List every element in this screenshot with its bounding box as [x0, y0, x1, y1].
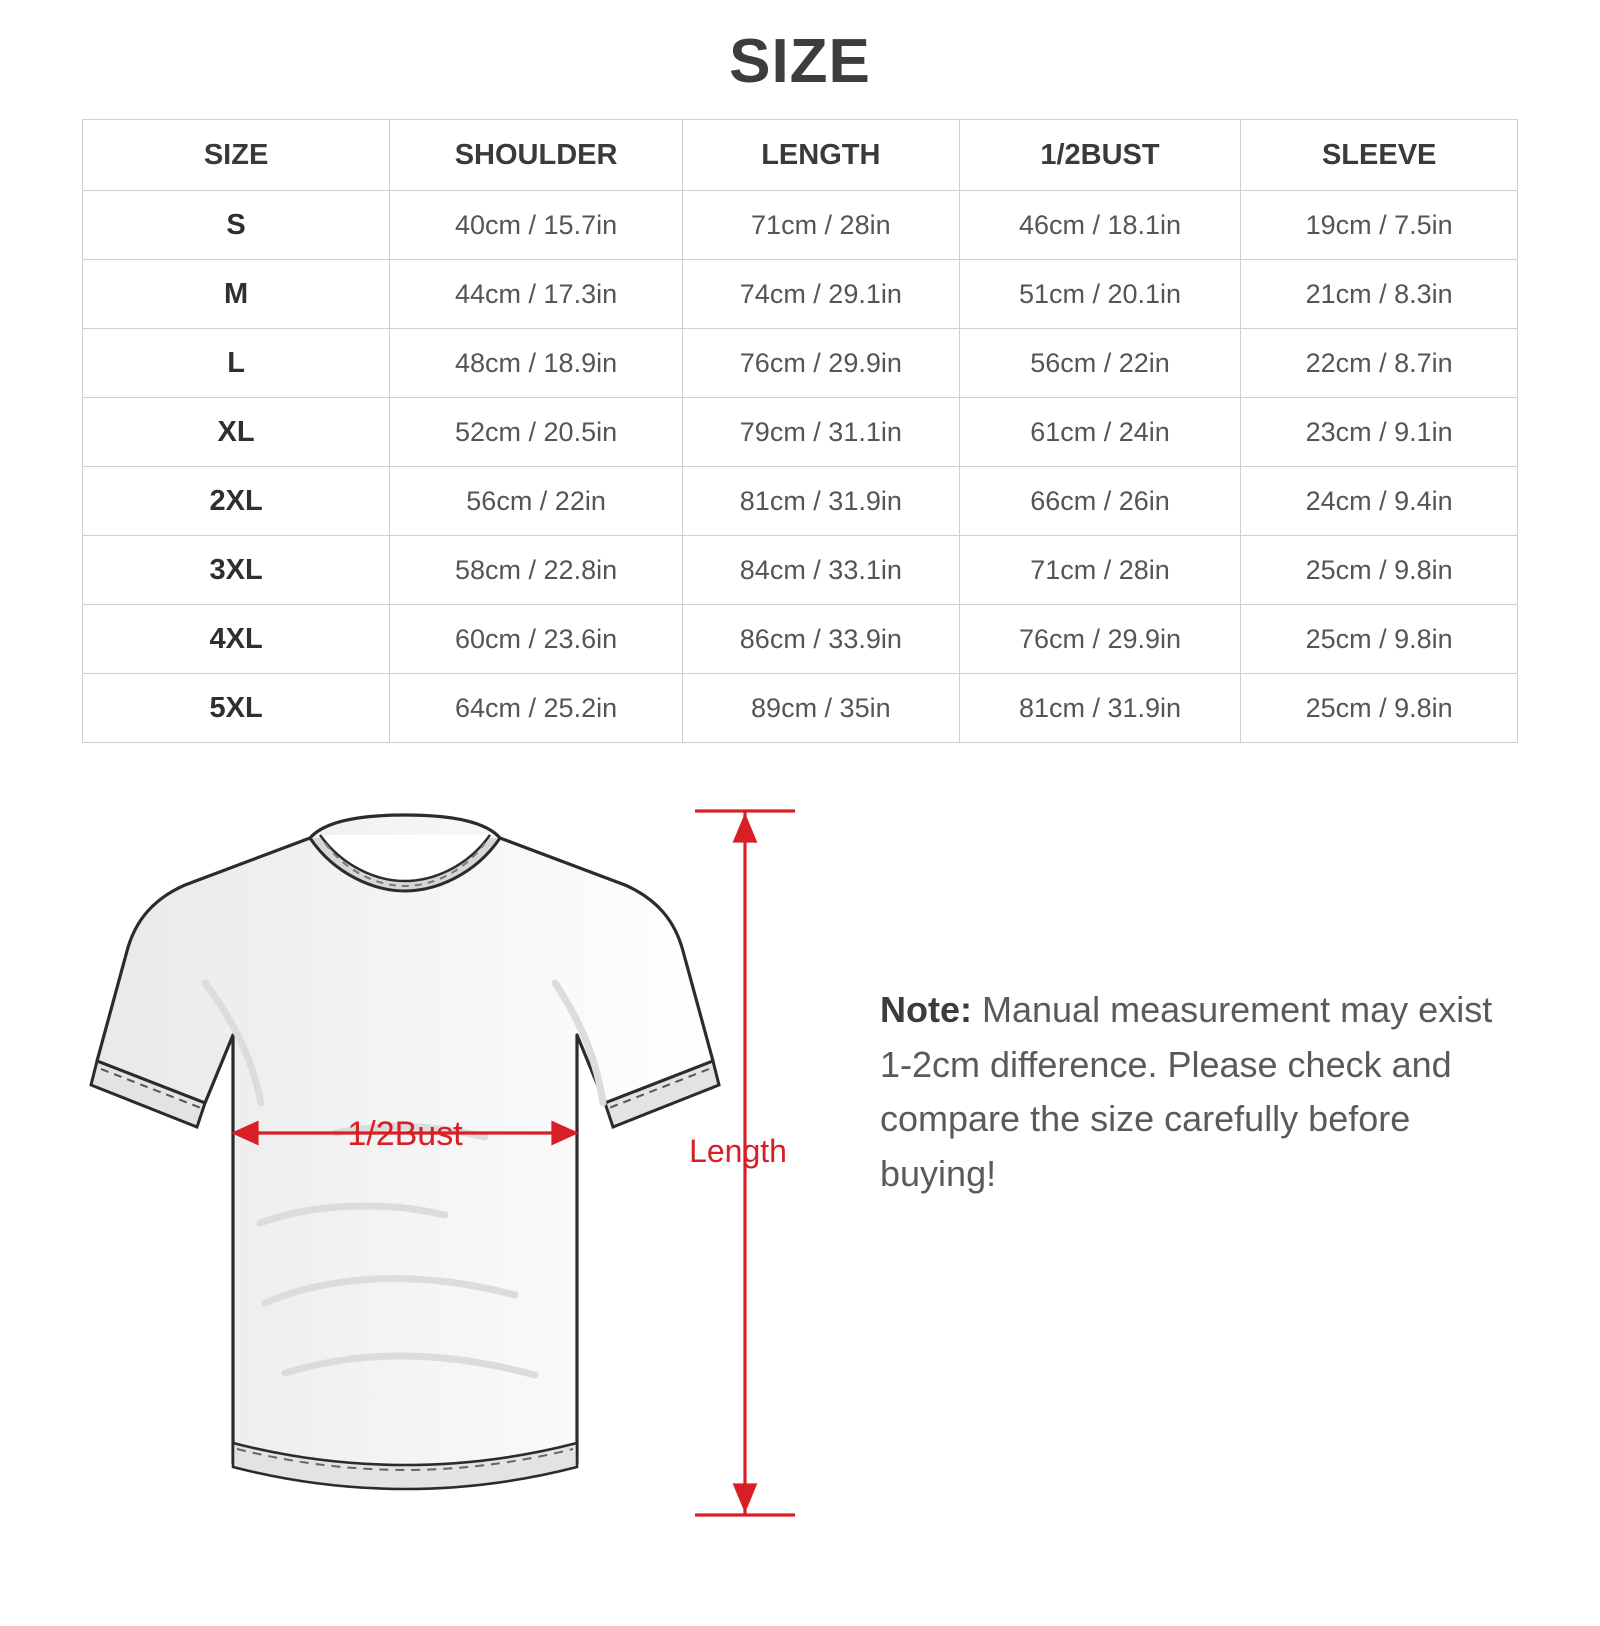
cell-size: L: [83, 329, 390, 398]
table-row: [83, 191, 1518, 260]
table-row: [83, 398, 1518, 467]
cell-length: 86cm / 33.9in: [683, 605, 960, 674]
cell-halfbust: 46cm / 18.1in: [959, 191, 1241, 260]
table-row: [83, 467, 1518, 536]
cell-length: 84cm / 33.1in: [683, 536, 960, 605]
cell-length: 79cm / 31.1in: [683, 398, 960, 467]
cell-length: 89cm / 35in: [683, 674, 960, 743]
note-prefix: Note:: [880, 989, 972, 1030]
column-header-size: SIZE: [83, 120, 390, 191]
cell-sleeve: 25cm / 9.8in: [1241, 536, 1518, 605]
column-header-length: LENGTH: [683, 120, 960, 191]
cell-size: 5XL: [83, 674, 390, 743]
table-row: [83, 536, 1518, 605]
bust-measure-label: 1/2Bust: [347, 1115, 463, 1153]
cell-size: XL: [83, 398, 390, 467]
cell-sleeve: 23cm / 9.1in: [1241, 398, 1518, 467]
column-header-sleeve: SLEEVE: [1241, 120, 1518, 191]
table-row: [83, 674, 1518, 743]
cell-halfbust: 76cm / 29.9in: [959, 605, 1241, 674]
table-row: [83, 260, 1518, 329]
cell-halfbust: 81cm / 31.9in: [959, 674, 1241, 743]
cell-length: 76cm / 29.9in: [683, 329, 960, 398]
cell-shoulder: 44cm / 17.3in: [390, 260, 683, 329]
cell-halfbust: 56cm / 22in: [959, 329, 1241, 398]
cell-sleeve: 24cm / 9.4in: [1241, 467, 1518, 536]
cell-shoulder: 64cm / 25.2in: [390, 674, 683, 743]
cell-sleeve: 22cm / 8.7in: [1241, 329, 1518, 398]
column-header-halfbust: 1/2BUST: [959, 120, 1241, 191]
cell-size: 2XL: [83, 467, 390, 536]
column-header-shoulder: SHOULDER: [390, 120, 683, 191]
cell-length: 74cm / 29.1in: [683, 260, 960, 329]
table-row: [83, 329, 1518, 398]
cell-sleeve: 21cm / 8.3in: [1241, 260, 1518, 329]
cell-shoulder: 48cm / 18.9in: [390, 329, 683, 398]
cell-halfbust: 51cm / 20.1in: [959, 260, 1241, 329]
cell-shoulder: 52cm / 20.5in: [390, 398, 683, 467]
cell-shoulder: 60cm / 23.6in: [390, 605, 683, 674]
cell-sleeve: 25cm / 9.8in: [1241, 605, 1518, 674]
size-chart-table: [82, 119, 1518, 743]
tshirt-illustration: [85, 803, 725, 1523]
cell-sleeve: 25cm / 9.8in: [1241, 674, 1518, 743]
cell-size: M: [83, 260, 390, 329]
cell-sleeve: 19cm / 7.5in: [1241, 191, 1518, 260]
size-table-container: [82, 119, 1518, 743]
cell-shoulder: 40cm / 15.7in: [390, 191, 683, 260]
note-body: Manual measurement may exist 1-2cm difference. Please check and compare the size carefully before buying!: [880, 989, 1493, 1195]
table-row: [83, 605, 1518, 674]
note-text: [880, 983, 1520, 1202]
cell-shoulder: 56cm / 22in: [390, 467, 683, 536]
cell-size: 3XL: [83, 536, 390, 605]
page-title: SIZE: [729, 27, 871, 96]
measurement-diagram-section: [0, 803, 1600, 1543]
cell-halfbust: 61cm / 24in: [959, 398, 1241, 467]
cell-length: 71cm / 28in: [683, 191, 960, 260]
cell-length: 81cm / 31.9in: [683, 467, 960, 536]
length-measure-label: Length: [689, 1133, 787, 1169]
cell-halfbust: 66cm / 26in: [959, 467, 1241, 536]
cell-size: 4XL: [83, 605, 390, 674]
cell-halfbust: 71cm / 28in: [959, 536, 1241, 605]
cell-shoulder: 58cm / 22.8in: [390, 536, 683, 605]
table-header-row: [83, 120, 1518, 191]
cell-size: S: [83, 191, 390, 260]
